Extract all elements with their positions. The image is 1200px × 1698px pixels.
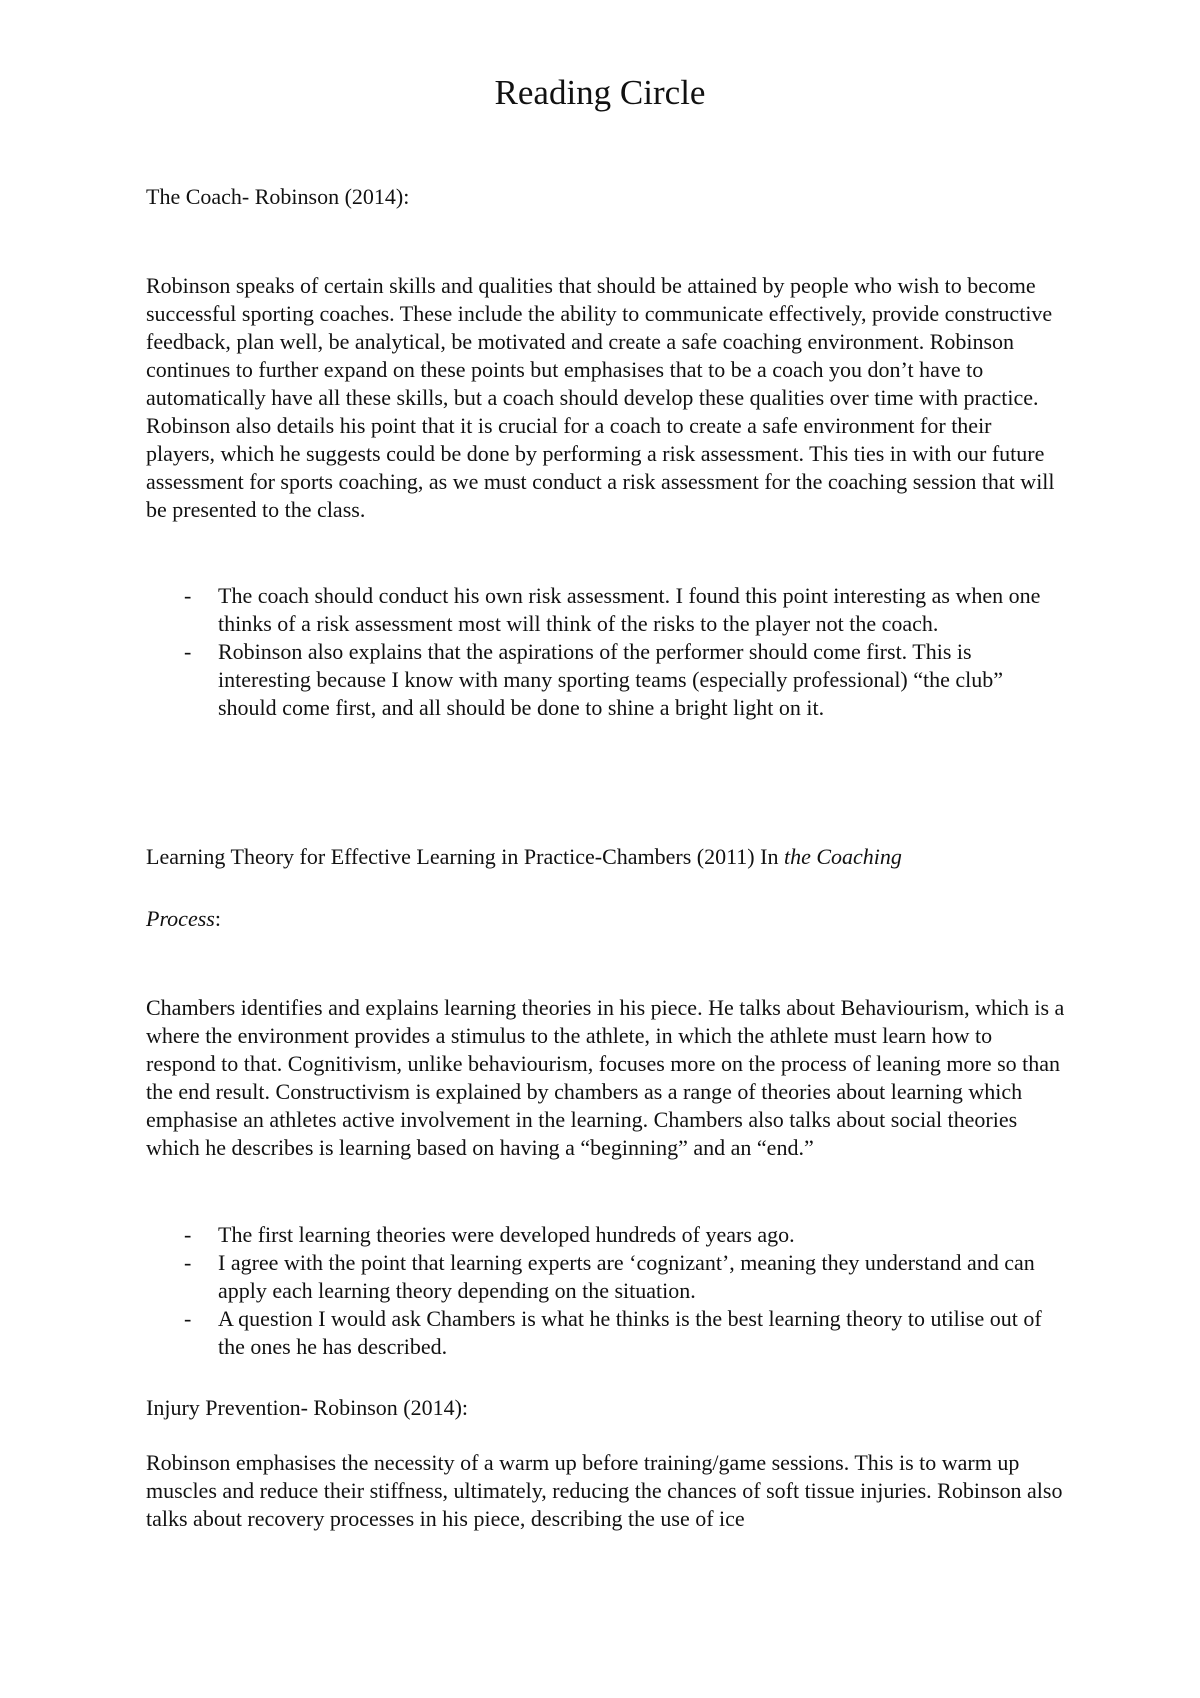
heading-italic-text: the Coaching: [783, 844, 902, 869]
list-item: [146, 1221, 1066, 1249]
dash-bullet: -: [184, 1306, 192, 1331]
section-heading-learning-theory: [146, 843, 1066, 871]
dash-bullet: -: [184, 1222, 192, 1247]
section-heading-injury-prevention: Injury Prevention- Robinson (2014):: [146, 1395, 469, 1420]
heading-text: :: [214, 906, 221, 931]
dash-bullet: -: [184, 639, 192, 664]
list-item-text: The first learning theories were developed hundreds of years ago.: [218, 1222, 795, 1247]
page-title: Reading Circle: [494, 73, 706, 112]
paragraph-learning-theory: Chambers identifies and explains learning theories in his piece. He talks about Behaviourism, which is a where the environment provides a stimulus to the athlete, in which the athlete must learn how to respond to that. Cognitivism, unlike behaviourism, focuses more on the process of leaning more so than the end result. Constructivism is explained by chambers as a range of theories about learning which emphasise an athletes active involvement in the learning. Chambers also talks about social theories which he describes is learning based on having a “beginning” and an “end.”: [146, 995, 1065, 1160]
list-item-text: I agree with the point that learning experts are ‘cognizant’, meaning they understand and can apply each learning theory depending on the situation.: [218, 1250, 1035, 1303]
list-item-text: Robinson also explains that the aspirations of the performer should come first. This is interesting because I know with many sporting teams (especially professional) “the club” should come first, and all should be done to shine a bright light on it.: [218, 639, 1004, 720]
dash-bullet: -: [184, 583, 192, 608]
section-heading-coach: The Coach- Robinson (2014):: [146, 184, 410, 209]
list-item-text: A question I would ask Chambers is what he thinks is the best learning theory to utilise out of the ones he has described.: [218, 1306, 1042, 1359]
heading-text: Learning Theory for Effective Learning in Practice-Chambers (2011) In: [146, 844, 784, 869]
list-item-text: The coach should conduct his own risk assessment. I found this point interesting as when one thinks of a risk assessment most will think of the risks to the player not the coach.: [218, 583, 1041, 636]
list-item: [146, 582, 1066, 638]
paragraph-coach: Robinson speaks of certain skills and qualities that should be attained by people who wish to become successful sporting coaches. These include the ability to communicate effectively, provide constructive feedback, plan well, be analytical, be motivated and create a safe coaching environment. Robinson continues to further expand on these points but emphasises that to be a coach you don’t have to automatically have all these skills, but a coach should develop these qualities over time with practice. Robinson also details his point that it is crucial for a coach to create a safe environment for their players, which he suggests could be done by performing a risk assessment. This ties in with our future assessment for sports coaching, as we must conduct a risk assessment for the coaching session that will be presented to the class.: [146, 273, 1055, 522]
section-heading-learning-theory-line2: [146, 905, 1066, 933]
paragraph-injury-prevention: Robinson emphasises the necessity of a warm up before training/game sessions. This is to warm up muscles and reduce their stiffness, ultimately, reducing the chances of soft tissue injuries. Robinson also talks about recovery processes in his piece, describing the use of ice: [146, 1450, 1063, 1531]
list-item: [146, 1249, 1066, 1305]
dash-bullet: -: [184, 1250, 192, 1275]
list-item: [146, 638, 1066, 722]
bullet-list-learning-theory: [146, 1221, 1066, 1361]
bullet-list-coach: [146, 582, 1066, 722]
heading-italic-text: Process: [146, 906, 215, 931]
list-item: [146, 1305, 1066, 1361]
